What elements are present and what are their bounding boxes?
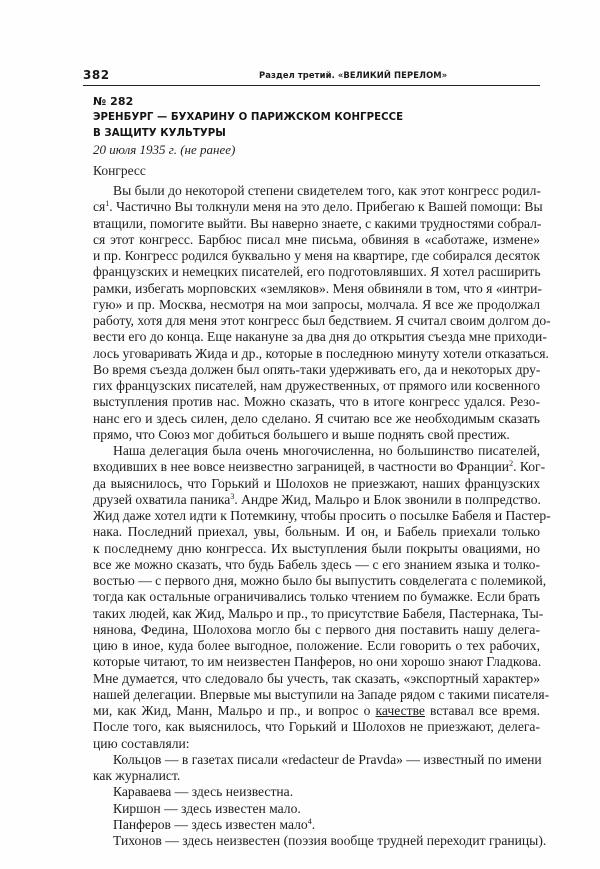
text-line: таких людей, как Жид, Мальро и пр., то присутствие Бабеля, Пастернака, Ты- (93, 605, 544, 621)
text-line: цию составляли: (93, 735, 190, 751)
text-line: да выяснилось, что Горький и Шолохов не приезжают, наших французских (93, 475, 540, 491)
footnote-ref: 2 (509, 459, 514, 469)
document-subheading: Конгресс (93, 163, 146, 178)
document-title-line-2: В ЗАЩИТУ КУЛЬТУРЫ (93, 128, 226, 139)
paragraph-2 (93, 443, 551, 752)
text-line: рамки, избегать морповских «земляков». Меня обвиняли в том, что я «интри- (93, 280, 542, 296)
text-line: лось уговаривать Жида и др., которые в последнюю минуту хотели отказаться. (93, 345, 549, 361)
text-line: ся этот конгресс. Барбюс писал мне письма, обвиняя в «саботаже, измене» (93, 231, 540, 247)
text-fragment: ся (93, 199, 106, 215)
footnote-ref: 3 (230, 491, 235, 501)
text-fragment: . Ког- (513, 459, 546, 475)
delegation-item: Кольцов — в газетах писали «redacteur de Pravda» — известный по имени (113, 751, 542, 767)
text-line: нака. Последний приехал, увы, больным. И он, и Бабель приехали только (93, 524, 540, 540)
text-line: востью — с первого дня, можно было бы выпустить совделегата с полемикой, (93, 573, 547, 588)
delegation-item: Караваева — здесь неизвестна. (113, 784, 294, 800)
text-line: Наша делегация была очень многочисленна, но большинство писателей, (113, 443, 540, 458)
delegation-item (93, 817, 540, 833)
text-line: выступления против нас. Можно сказать, что в итоге конгресс удался. Резо- (93, 394, 540, 410)
text-fragment: . Андре Жид, Мальро и Блок звонили в полпредство. (234, 491, 541, 507)
text-line (93, 199, 543, 215)
running-head (83, 68, 540, 86)
text-fragment: друзей охватила паника (93, 491, 231, 507)
underlined-word: качестве (375, 703, 425, 718)
text-line: все же можно сказать, что будь Бабель здесь — с его знанием языка и толко- (93, 556, 540, 572)
text-line (93, 703, 540, 719)
text-line: прямо, что Союз мог добиться большего и выше поднять свой престиж. (93, 426, 510, 442)
text-line: гих французских писателей, нам дружественных, от прямого или косвенного (93, 378, 540, 393)
text-line: и пр. Конгресс родился буквально у меня на квартире, где собирался десяток (93, 248, 540, 263)
text-line: Во время съезда должен был опять-таки удерживать его, да и некоторых дру- (93, 361, 541, 377)
text-line: которые читают, то им неизвестен Панферов, но они хорошо знают Гладкова. (93, 654, 542, 670)
footnote-ref: 1 (105, 199, 110, 209)
text-line: После того, как выяснилось, что Горький и Шолохов не приезжают, делега- (93, 719, 540, 735)
delegation-item-continuation: как журналист. (93, 768, 181, 783)
text-line: работу, хотя для меня этот конгресс был бедствием. Я считал своим долгом до- (93, 313, 551, 328)
text-line (93, 492, 540, 508)
page-number: 382 (83, 68, 110, 82)
text-fragment: ми, как Жид, Манн, Мальро и пр., и вопрос о (93, 703, 376, 718)
document-title-line-1: ЭРЕНБУРГ — БУХАРИНУ О ПАРИЖСКОМ КОНГРЕССЕ (93, 112, 404, 123)
delegation-item: Киршон — здесь известен мало. (113, 800, 301, 816)
text-fragment: . Частично Вы толкнули меня на это дело. Прибегаю к Вашей помощи: Вы (109, 199, 543, 215)
text-fragment: вставал все время. (424, 703, 540, 718)
text-line: Вы были до некоторой степени свидетелем того, как этот конгресс родил- (113, 183, 541, 198)
document-number: № 282 (93, 95, 134, 108)
text-line: гую» и пр. Москва, несмотря на мои запросы, молчала. Я все же продолжал (93, 296, 540, 312)
delegation-item: Тихонов — здесь неизвестен (поэзия вообще трудней переходит границы). (113, 833, 547, 848)
paragraph-1 (93, 183, 551, 443)
text-line: французских и немецких писателей, его подготовлявших. Я хотел расширить (93, 264, 541, 280)
section-title: Раздел третий. «ВЕЛИКИЙ ПЕРЕЛОМ» (259, 70, 448, 80)
text-fragment: . (311, 816, 316, 832)
text-line (93, 459, 546, 475)
delegation-list (93, 751, 547, 850)
text-line: нянова, Федина, Шолохова могло бы с первого дня поставить нашу делега- (93, 621, 540, 637)
text-line: нашей делегации. Впервые мы выступили на Западе рядом с такими писателя- (93, 686, 550, 702)
body-text (93, 183, 551, 849)
document-date: 20 июля 1935 г. (не ранее) (93, 142, 236, 157)
text-line: нанс его и здесь силен, дело сделано. Я считаю все же необходимым сказать (93, 410, 540, 426)
footnote-ref: 4 (307, 816, 312, 826)
text-line: тогда как остальные ограничивались только чтением по бумажке. Если брать (93, 589, 540, 605)
text-line: к последнему дню конгресса. Их выступления были покрыты овациями, но (93, 540, 540, 556)
text-line: Жид даже хотел идти к Потемкину, чтобы просить о посылке Бабеля и Пастер- (93, 508, 551, 523)
document-header (93, 94, 533, 142)
text-line: вести его до конца. Еще накануне за два дня до открытия съезда мне приходи- (93, 329, 547, 345)
text-line: Мне думается, что следовало бы учесть, так сказать, «экспортный характер» (93, 670, 540, 686)
text-fragment: входивших в нее вовсе неизвестно заграницей, в частности во Франции (93, 459, 510, 475)
text-line: втащили, помогите выйти. Вы наверно знаете, с какими трудностями собрал- (93, 215, 542, 231)
text-fragment: Панферов — здесь известен мало (113, 816, 308, 832)
text-line: цию в иное, куда более выгодное, положение. Если говорить о тех рабочих, (93, 638, 540, 653)
